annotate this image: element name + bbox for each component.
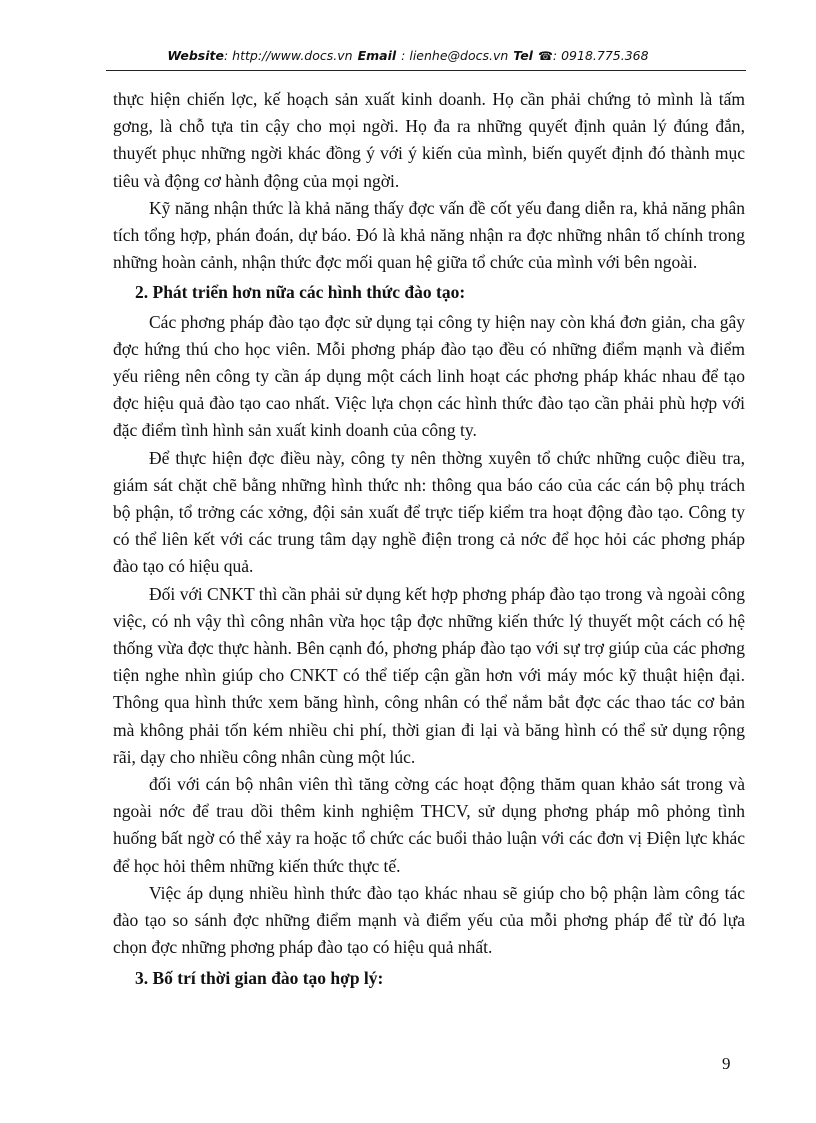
website-label: Website [167, 48, 224, 63]
email-label: Email [357, 48, 397, 63]
document-body [113, 86, 745, 994]
tel-label: Tel [513, 48, 533, 63]
email-value: : lienhe@docs.vn [401, 48, 509, 63]
paragraph: Đối với CNKT thì cần phải sử dụng kết hợp phơng pháp đào tạo trong và ngoài công việc, có nh vậy thì công nhân vừa học tập đợc những kiến thức lý thuyết một cách có hệ thống vừa đợc thực hành. Bên cạnh đó, phơng pháp đào tạo với sự trợ giúp của các phơng tiện nghe nhìn giúp cho CNKT có thể tiếp cận gần hơn với máy móc kỹ thuật hiện đại. Thông qua hình thức xem băng hình, công nhân có thể nắm bắt đợc các thao tác cơ bản mà không phải tốn kém nhiều chi phí, thời gian đi lại và băng hình có thể sử dụng rộng rãi, dạy cho nhiều công nhân cùng một lúc. [113, 583, 745, 767]
paragraph: đối với cán bộ nhân viên thì tăng cờng các hoạt động thăm quan khảo sát trong và ngoài nớc để trau dồi thêm kinh nghiệm THCV, sử dụng phơng pháp mô phỏng tình huống bất ngờ có thể xảy ra hoặc tổ chức các buổi thảo luận với các đơn vị Điện lực khác để học hỏi thêm những kiến thức thực tế. [113, 774, 745, 876]
section-heading: 3. Bố trí thời gian đào tạo hợp lý: [135, 967, 384, 988]
header-divider [106, 70, 746, 71]
paragraph: Việc áp dụng nhiều hình thức đào tạo khác nhau sẽ giúp cho bộ phận làm công tác đào tạo so sánh đợc những điểm mạnh và điểm yếu của mỗi phơng pháp để từ đó lựa chọn đợc những phơng pháp đào tạo có hiệu quả nhất. [113, 882, 745, 958]
page-header [0, 48, 816, 63]
page-number: 9 [722, 1054, 731, 1073]
paragraph: Kỹ năng nhận thức là khả năng thấy đợc vấn đề cốt yếu đang diễn ra, khả năng phân tích tổng hợp, phán đoán, dự báo. Đó là khả năng nhận ra đợc những nhân tố chính trong những hoàn cảnh, nhận thức đợc mối quan hệ giữa tổ chức của mình với bên ngoài. [113, 197, 745, 273]
paragraph: thực hiện chiến lợc, kế hoạch sản xuất kinh doanh. Họ cần phải chứng tỏ mình là tấm gơng, là chỗ tựa tin cậy cho mọi ngời. Họ đa ra những quyết định quản lý đúng đắn, thuyết phục những ngời khác đồng ý với ý kiến của mình, biến quyết định đó thành mục tiêu và động cơ hành động của mọi ngời. [113, 89, 745, 191]
paragraph: Để thực hiện đợc điều này, công ty nên thờng xuyên tổ chức những cuộc điều tra, giám sát chặt chẽ bằng những hình thức nh: thông qua báo cáo của các cán bộ phụ trách bộ phận, tổ trởng các xởng, đội sản xuất để trực tiếp kiểm tra hoạt động đào tạo. Công ty có thể liên kết với các trung tâm dạy nghề điện trong cả nớc để học hỏi các phơng pháp đào tạo có hiệu quả. [113, 447, 745, 577]
tel-value: : 0918.775.368 [552, 48, 649, 63]
section-heading: 2. Phát triển hơn nữa các hình thức đào tạo: [135, 282, 466, 303]
paragraph: Các phơng pháp đào tạo đợc sử dụng tại công ty hiện nay còn khá đơn giản, cha gây đợc hứng thú cho học viên. Mỗi phơng pháp đào tạo đều có những điểm mạnh và điểm yếu riêng nên công ty cần áp dụng một cách linh hoạt các phơng pháp khác nhau để tạo đợc hiệu quả đào tạo cao nhất. Việc lựa chọn các hình thức đào tạo cần phải phù hợp với đặc điểm tình hình sản xuất kinh doanh của công ty. [113, 311, 745, 441]
website-url: : http://www.docs.vn [223, 48, 353, 63]
telephone-icon: ☎ [537, 49, 553, 63]
